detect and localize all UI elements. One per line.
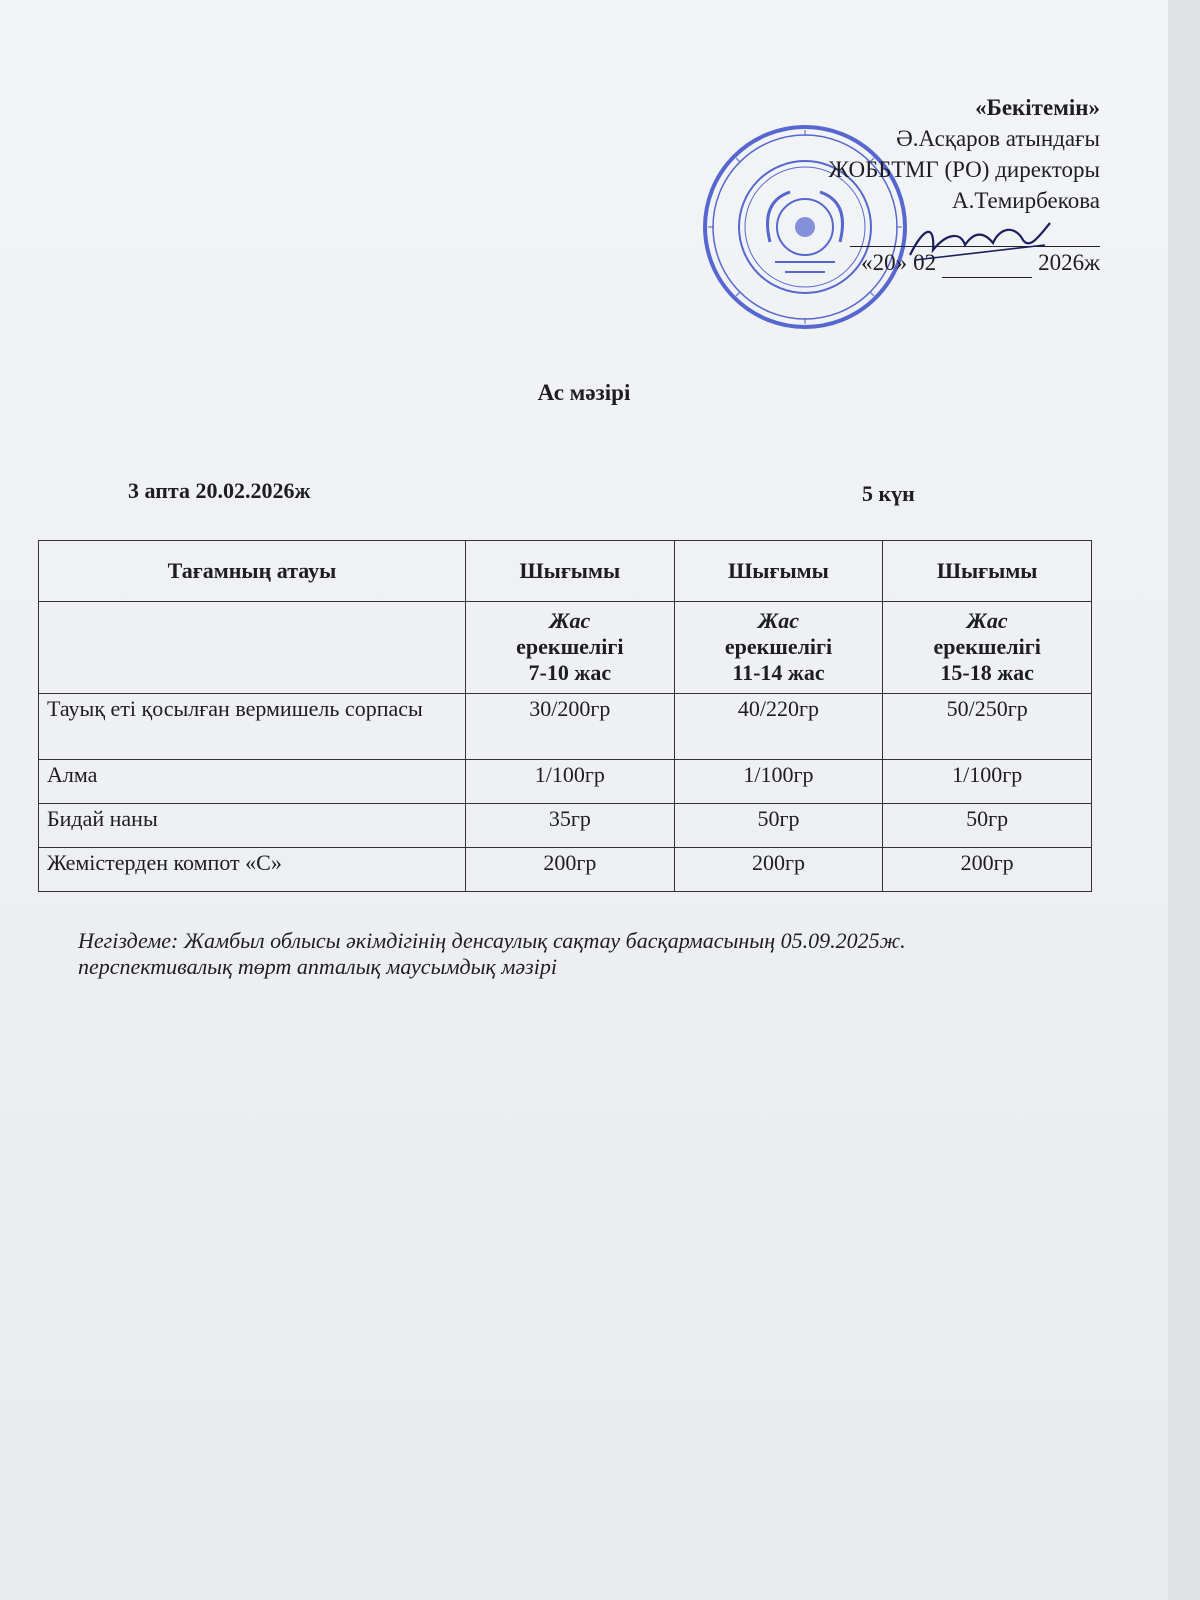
approval-school: Ә.Асқаров атындағы	[896, 126, 1100, 151]
dish-name: Алма	[39, 760, 466, 804]
dish-name: Жемістерден компот «С»	[39, 848, 466, 892]
approval-day: «20»	[861, 250, 908, 275]
yield-value: 50гр	[883, 804, 1092, 848]
yield-value: 200гр	[674, 848, 883, 892]
yield-value: 35гр	[466, 804, 675, 848]
approval-year: 2026ж	[1038, 250, 1100, 275]
age-group-3	[883, 602, 1092, 694]
table-row	[39, 694, 1092, 760]
handwritten-signature	[905, 215, 1055, 270]
week-and-date: 3 апта 20.02.2026ж	[128, 478, 311, 503]
approval-month: 02	[913, 250, 937, 275]
table-row	[39, 848, 1092, 892]
header-dish-name: Тағамның атауы	[39, 541, 466, 602]
header-yield-3: Шығымы	[883, 541, 1092, 602]
age-word: Жас	[549, 608, 591, 633]
header-yield-1: Шығымы	[466, 541, 675, 602]
yield-value: 1/100гр	[466, 760, 675, 804]
age-label: ерекшелігі	[933, 634, 1041, 659]
age-group-1	[466, 602, 675, 694]
age-label: ерекшелігі	[724, 634, 833, 659]
age-range: 7-10 жас	[528, 660, 612, 685]
yield-value: 1/100гр	[674, 760, 883, 804]
table-row	[39, 760, 1092, 804]
dish-name: Тауық еті қосылған вермишель сорпасы	[39, 694, 466, 760]
menu-table	[38, 540, 1092, 892]
background-surface	[1168, 0, 1200, 1600]
age-group-2	[674, 602, 883, 694]
yield-value: 200гр	[466, 848, 675, 892]
dish-name: Бидай наны	[39, 804, 466, 848]
approval-position: ЖОББТМГ (РО) директоры	[828, 157, 1100, 182]
header-yield-2: Шығымы	[674, 541, 883, 602]
yield-value: 1/100гр	[883, 760, 1092, 804]
yield-value: 50гр	[674, 804, 883, 848]
age-label: ерекшелігі	[516, 634, 624, 659]
age-range: 11-14 жас	[732, 660, 825, 685]
age-word: Жас	[966, 608, 1008, 633]
document-title: Ас мәзірі	[537, 380, 631, 405]
age-range: 15-18 жас	[940, 660, 1034, 685]
yield-value: 40/220гр	[674, 694, 883, 760]
approval-title: «Бекітемін»	[975, 95, 1100, 120]
age-group-row	[39, 602, 1092, 694]
age-word: Жас	[758, 608, 799, 633]
basis-note: Негіздеме: Жамбыл облысы әкімдігінің денсаулық сақтау басқармасының 05.09.2025ж. перспективалық төрт апталық маусымдық мәзірі	[78, 928, 906, 979]
table-header-row	[39, 541, 1092, 602]
yield-value: 50/250гр	[883, 694, 1092, 760]
day-number: 5 күн	[862, 481, 915, 506]
yield-value: 30/200гр	[466, 694, 675, 760]
approval-director-name: А.Темирбекова	[952, 188, 1100, 213]
table-row	[39, 804, 1092, 848]
empty-cell	[39, 602, 466, 694]
yield-value: 200гр	[883, 848, 1092, 892]
